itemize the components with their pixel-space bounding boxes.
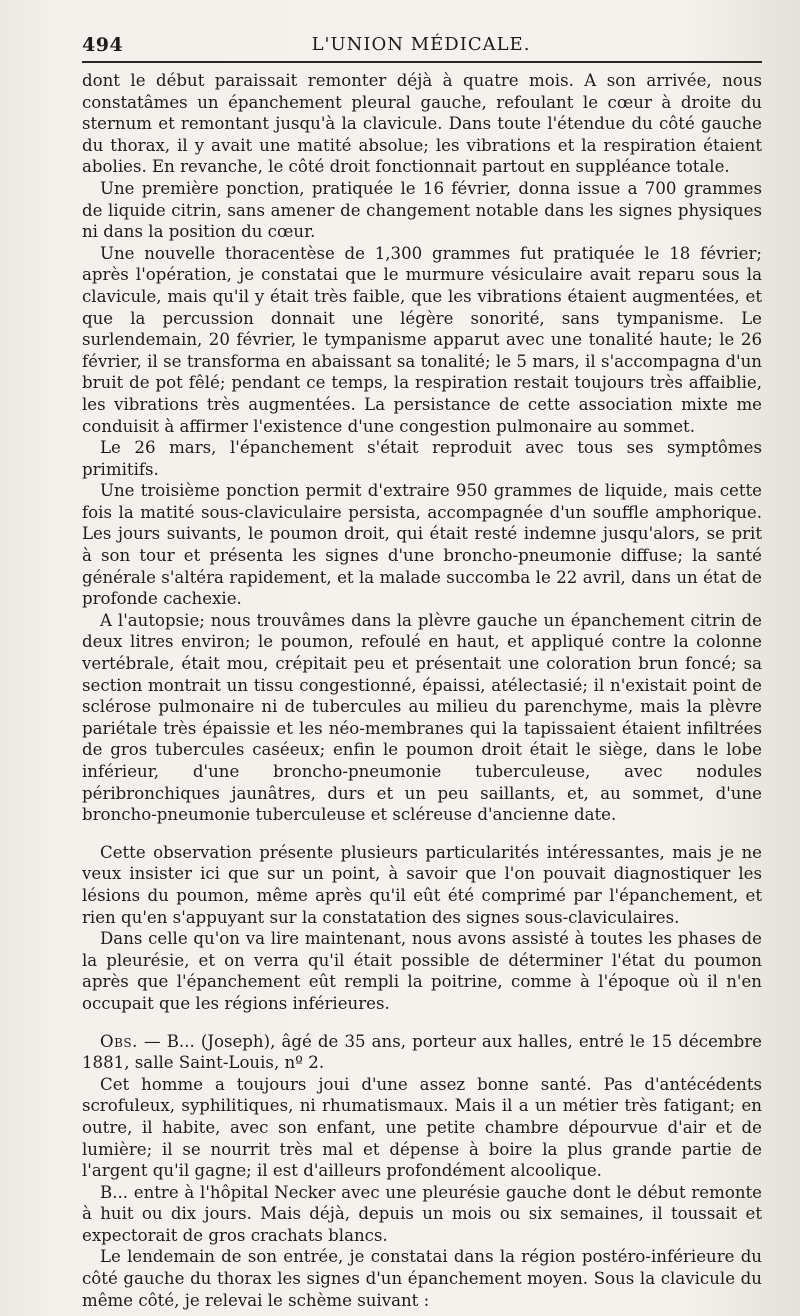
- paragraph: Cet homme a toujours joui d'une assez bonne santé. Pas d'antécédents scrofuleux, syphilitiques, ni rhumatismaux. Mais il a un métier très fatigant; en outre, il habite, avec son enfant, une petite chambre dépourvue d'air et de lumière; il se nourrit très mal et dépense à boire la plus grande partie de l'argent qu'il gagne; il est d'ailleurs profondément alcoolique.: [82, 1074, 762, 1181]
- paragraph: Le 26 mars, l'épanchement s'était reproduit avec tous ses symptômes primitifs.: [82, 438, 762, 479]
- paragraph: Le lendemain de son entrée, je constatai dans la région postéro-inférieure du côté gauche du thorax les signes d'un épanchement moyen. Sous la clavicule du même côté, je relevai le schème suivant :: [82, 1247, 762, 1310]
- paragraph: A l'autopsie; nous trouvâmes dans la plèvre gauche un épanchement citrin de deux litres environ; le poumon, refoulé en haut, et appliqué contre la colonne vertébrale, était mou, crépitait peu et présentait une coloration brun foncé; sa section montrait un tissu congestionné, épaissi, atélectasié; il n'existait point de sclérose pulmonaire ni de tubercules au milieu du parenchyme, mais la plèvre pariétale très épaissie et les néo-membranes qui la tapissaient étaient infiltrées de gros tubercules caséeux; enfin le poumon droit était le siège, dans le lobe inférieur, d'une broncho-pneumonie tuberculeuse, avec nodules péribronchiques jaunâtres, durs et un peu saillants, et, au sommet, d'une broncho-pneumonie tuberculeuse et scléreuse d'ancienne date.: [82, 610, 762, 825]
- page-number: 494: [82, 34, 124, 56]
- observation-paragraph: [82, 1031, 762, 1074]
- paragraph: Une troisième ponction permit d'extraire 950 grammes de liquide, mais cette fois la matité sous-claviculaire persista, accompagnée d'un souffle amphorique. Les jours suivants, le poumon droit, qui était resté indemne jusqu'alors, se prit à son tour et présenta les signes d'une broncho-pneumonie diffuse; la santé générale s'altéra rapidement, et la malade succomba le 22 avril, dans un état de profonde cachexie.: [82, 481, 762, 609]
- running-title: L'UNION MÉDICALE.: [311, 34, 531, 55]
- page-header: [82, 28, 760, 60]
- paragraph: Cette observation présente plusieurs particularités intéressantes, mais je ne veux insister ici que sur un point, à savoir que l'on pouvait diagnostiquer les lésions du poumon, même après qu'il eût été comprimé par l'épanchement, et rien qu'en s'appuyant sur la constatation des signes sous-claviculaires.: [82, 842, 762, 927]
- paragraph: dont le début paraissait remonter déjà à quatre mois. A son arrivée, nous constatâmes un épanchement pleural gauche, refoulant le cœur à droite du sternum et remontant jusqu'à la clavicule. Dans toute l'étendue du côté gauche du thorax, il y avait une matité absolue; les vibrations et la respiration étaient abolies. En revanche, le côté droit fonctionnait partout en suppléance totale.: [82, 71, 762, 177]
- header-rule: [82, 61, 762, 63]
- paragraph: Une première ponction, pratiquée le 16 février, donna issue a 700 grammes de liquide citrin, sans amener de changement notable dans les signes physiques ni dans la position du cœur.: [82, 178, 762, 242]
- paragraph: B... entre à l'hôpital Necker avec une pleurésie gauche dont le début remonte à huit ou dix jours. Mais déjà, depuis un mois ou six semaines, il toussait et expectorait de gros crachats blancs.: [82, 1182, 762, 1245]
- observation-label: Obs.: [100, 1031, 138, 1051]
- paragraph: Dans celle qu'on va lire maintenant, nous avons assisté à toutes les phases de la pleurésie, et on verra qu'il était possible de déterminer l'état du poumon après que l'épanchement eût rempli la poitrine, comme à l'époque où il n'en occupait que les régions inférieures.: [82, 929, 762, 1013]
- paragraph: Une nouvelle thoracentèse de 1,300 grammes fut pratiquée le 18 février; après l'opération, je constatai que le murmure vésiculaire avait reparu sous la clavicule, mais qu'il y était très faible, que les vibrations étaient augmentées, et que la percussion donnait une légère sonorité, sans tympanisme. Le surlendemain, 20 février, le tympanisme apparut avec une tonalité haute; le 26 février, il se transforma en abaissant sa tonalité; le 5 mars, il s'accompagna d'un bruit de pot fêlé; pendant ce temps, la respiration restait toujours très affaiblie, les vibrations très augmentées. La persistance de cette association mixte me conduisit à affirmer l'existence d'une congestion pulmonaire au sommet.: [82, 243, 762, 436]
- body-text: [82, 70, 762, 1311]
- observation-text: — B... (Joseph), âgé de 35 ans, porteur aux halles, entré le 15 décembre 1881, salle Saint-Louis, nº 2.: [82, 1031, 762, 1073]
